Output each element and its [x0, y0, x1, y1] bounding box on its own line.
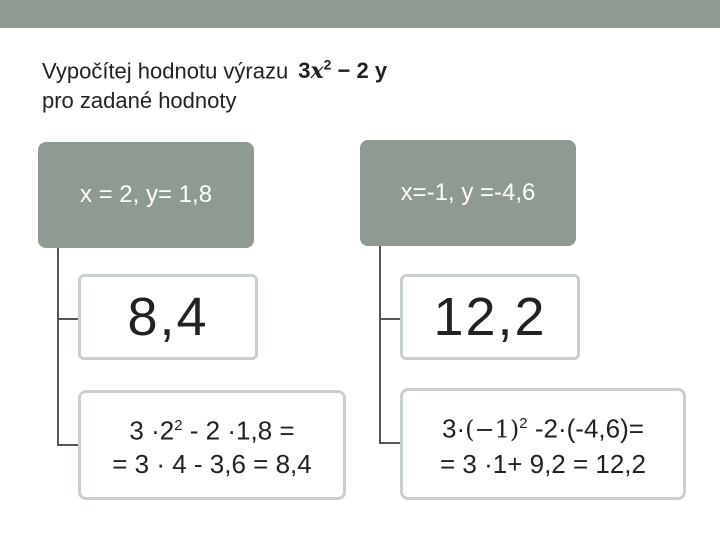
right-calc-line1: $3\cdot(-1)^2$ -2·(-4,6)= [442, 413, 644, 444]
right-header-box [360, 140, 576, 246]
left-header-text: x = 2, y= 1,8 [79, 181, 213, 208]
right-result-box [400, 274, 580, 360]
left-connector-vertical [57, 248, 59, 446]
task-title-line2: pro zadané hodnoty [42, 88, 237, 114]
right-calc-line2: = 3 ·1+ 9,2 = 12,2 [440, 448, 646, 479]
right-result-value: 12,2 [433, 287, 547, 347]
task-title [42, 50, 682, 116]
left-result-box [78, 274, 258, 360]
right-connector-calc [379, 442, 401, 444]
right-calculation-box [400, 388, 686, 500]
task-title-line1 [42, 50, 682, 86]
right-connector-vertical [379, 246, 381, 444]
left-header-box [38, 142, 254, 248]
task-title-text: Vypočítej hodnotu výrazu [42, 58, 289, 84]
task-expression: $3x^2 - 2$ y [298, 57, 388, 85]
left-calc-line1: $3 \cdot 2^2 - 2 \cdot 1,8$ = [129, 415, 295, 446]
top-bar [0, 0, 720, 28]
right-header-text: x=-1, y =-4,6 [400, 179, 536, 206]
left-connector-calc [57, 444, 79, 446]
right-connector-result [379, 318, 401, 320]
left-calc-line2: = 3 · 4 - 3,6 = 8,4 [112, 449, 312, 480]
left-calculation-box [78, 390, 346, 500]
left-connector-result [57, 318, 79, 320]
left-result-value: 8,4 [127, 287, 209, 347]
